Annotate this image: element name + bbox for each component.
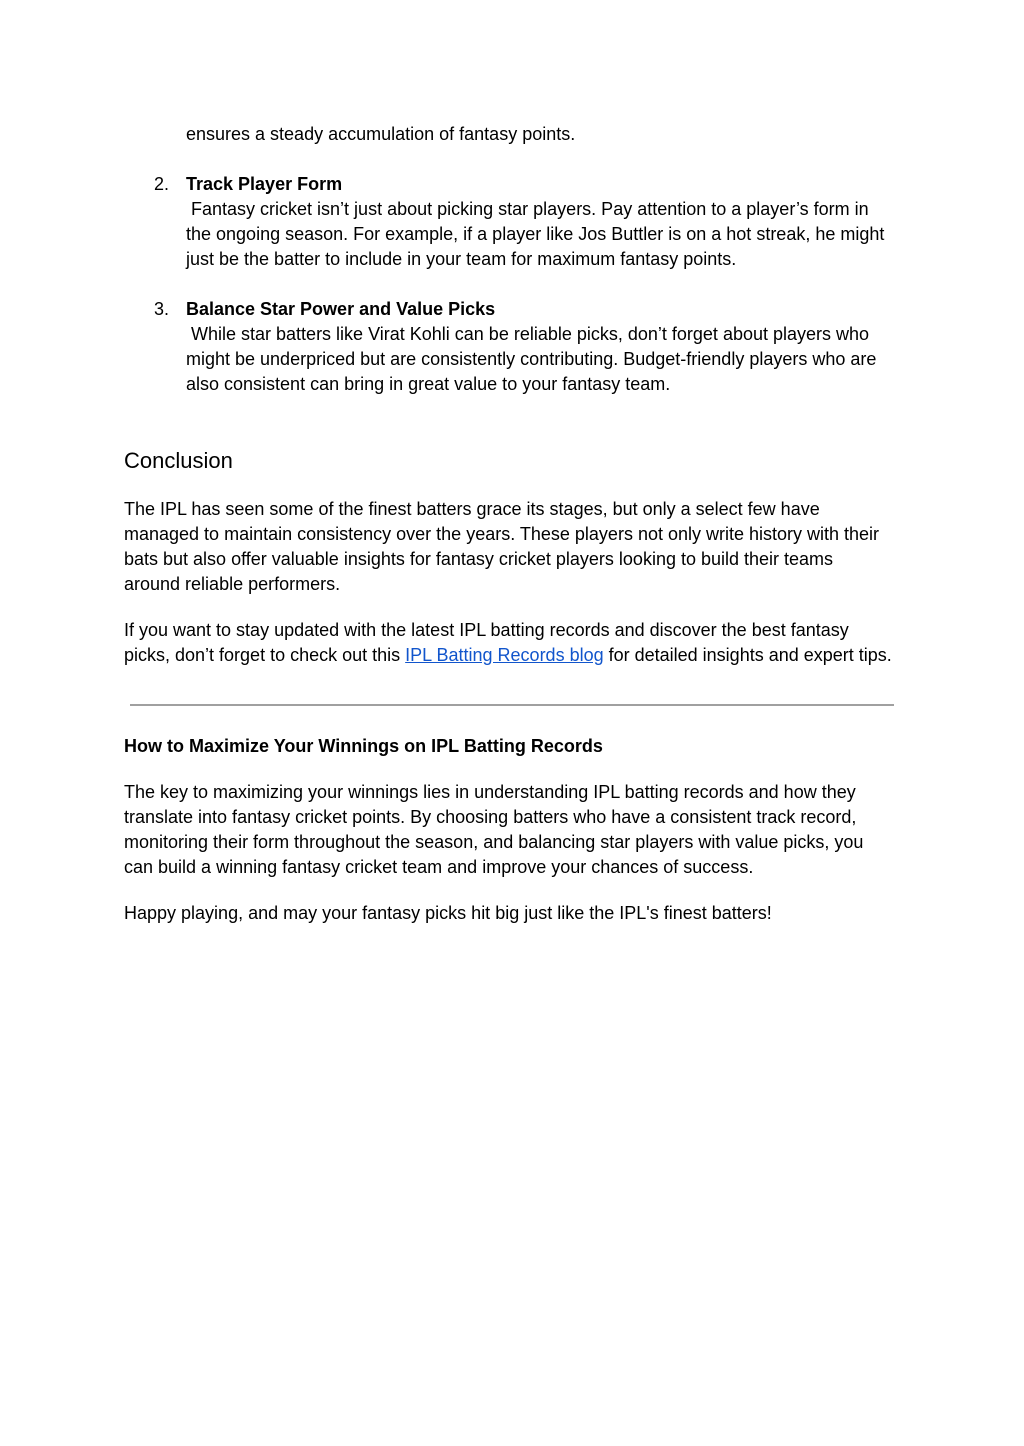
ipl-batting-records-link[interactable]: IPL Batting Records blog — [405, 645, 604, 665]
list-item-body: Fantasy cricket isn’t just about picking star players. Pay attention to a player’s form in the ongoing season. For example, if a player like Jos Buttler is on a hot streak, he might just be the batter to include in your team for maximum fantasy points. — [186, 199, 890, 269]
list-item-title: Track Player Form — [186, 174, 343, 194]
list-item-body: While star batters like Virat Kohli can be reliable picks, don’t forget about players who might be underpriced but are consistently contributing. Budget-friendly players who are also consistent can bring in great value to your fantasy team. — [186, 324, 882, 394]
paragraph-text: If you want to stay updated with the latest IPL batting records and discover the best fantasy picks, don’t forget to check out this — [124, 620, 849, 665]
list-number: 2. — [154, 174, 170, 194]
maximize-paragraph: The key to maximizing your winnings lies in understanding IPL batting records and how they translate into fantasy cricket points. By choosing batters who have a consistent track record, monitoring their form throughout the season, and balancing star players with value picks, you can build a winning fantasy cricket team and improve your chances of success. — [124, 782, 864, 877]
conclusion-link-paragraph — [124, 618, 894, 668]
list-item-track-player-form — [124, 172, 894, 272]
closing-paragraph: Happy playing, and may your fantasy picks hit big just like the IPL's finest batters! — [124, 903, 772, 923]
list-continuation-text: ensures a steady accumulation of fantasy points. — [186, 124, 576, 144]
paragraph-text: for detailed insights and expert tips. — [603, 645, 892, 665]
list-item-balance-star-power — [124, 297, 894, 397]
list-item-title: Balance Star Power and Value Picks — [186, 299, 496, 319]
conclusion-heading: Conclusion — [124, 448, 233, 473]
list-number: 3. — [154, 299, 170, 319]
conclusion-paragraph: The IPL has seen some of the finest batters grace its stages, but only a select few have managed to maintain consistency over the years. These players not only write history with their bats but also offer valuable insights for fantasy cricket players looking to build their teams around reliable performers. — [124, 499, 880, 594]
maximize-heading: How to Maximize Your Winnings on IPL Batting Records — [124, 736, 603, 756]
document-page — [124, 122, 894, 926]
